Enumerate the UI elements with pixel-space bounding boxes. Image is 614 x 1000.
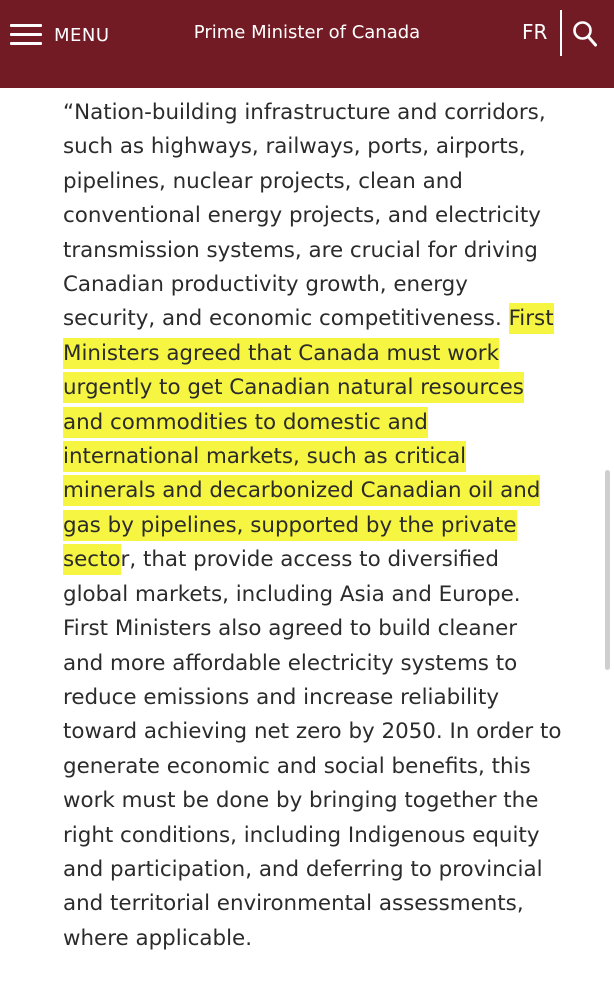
article-body bbox=[63, 96, 563, 956]
paragraph-text-after: r, that provide access to diversified global markets, including Asia and Europe. First Ministers also agreed to build cleaner and more affordable electricity systems to reduce emissions and increase reliability toward achieving net zero by 2050. In order to generate economic and social benefits, this work must be done by bringing together the right conditions, including Indigenous equity and participation, and deferring to provincial and territorial environmental assessments, where applicable. bbox=[63, 547, 562, 951]
site-title-link[interactable]: Prime Minister of Canada bbox=[193, 22, 421, 43]
site-header bbox=[0, 0, 614, 88]
scrollbar[interactable] bbox=[605, 470, 610, 670]
menu-button[interactable] bbox=[10, 18, 110, 52]
menu-label: MENU bbox=[54, 24, 110, 46]
search-button[interactable] bbox=[572, 20, 598, 48]
highlighted-passage: First Ministers agreed that Canada must work urgently to get Canadian natural resources and commodities to domestic and international markets, such as critical minerals and decarbonized Canadian oil and gas by pipelines, supported by the private secto bbox=[63, 303, 554, 575]
hamburger-icon bbox=[10, 24, 42, 46]
header-divider bbox=[560, 10, 562, 56]
quote-paragraph bbox=[63, 96, 563, 956]
paragraph-text-before: “Nation-building infrastructure and corridors, such as highways, railways, ports, airports, pipelines, nuclear projects, clean and conventional energy projects, and electricity transmission systems, are crucial for driving Canadian productivity growth, energy security, and economic competitiveness. bbox=[63, 100, 546, 332]
language-toggle-button[interactable]: FR bbox=[522, 20, 548, 44]
search-icon bbox=[572, 20, 598, 48]
